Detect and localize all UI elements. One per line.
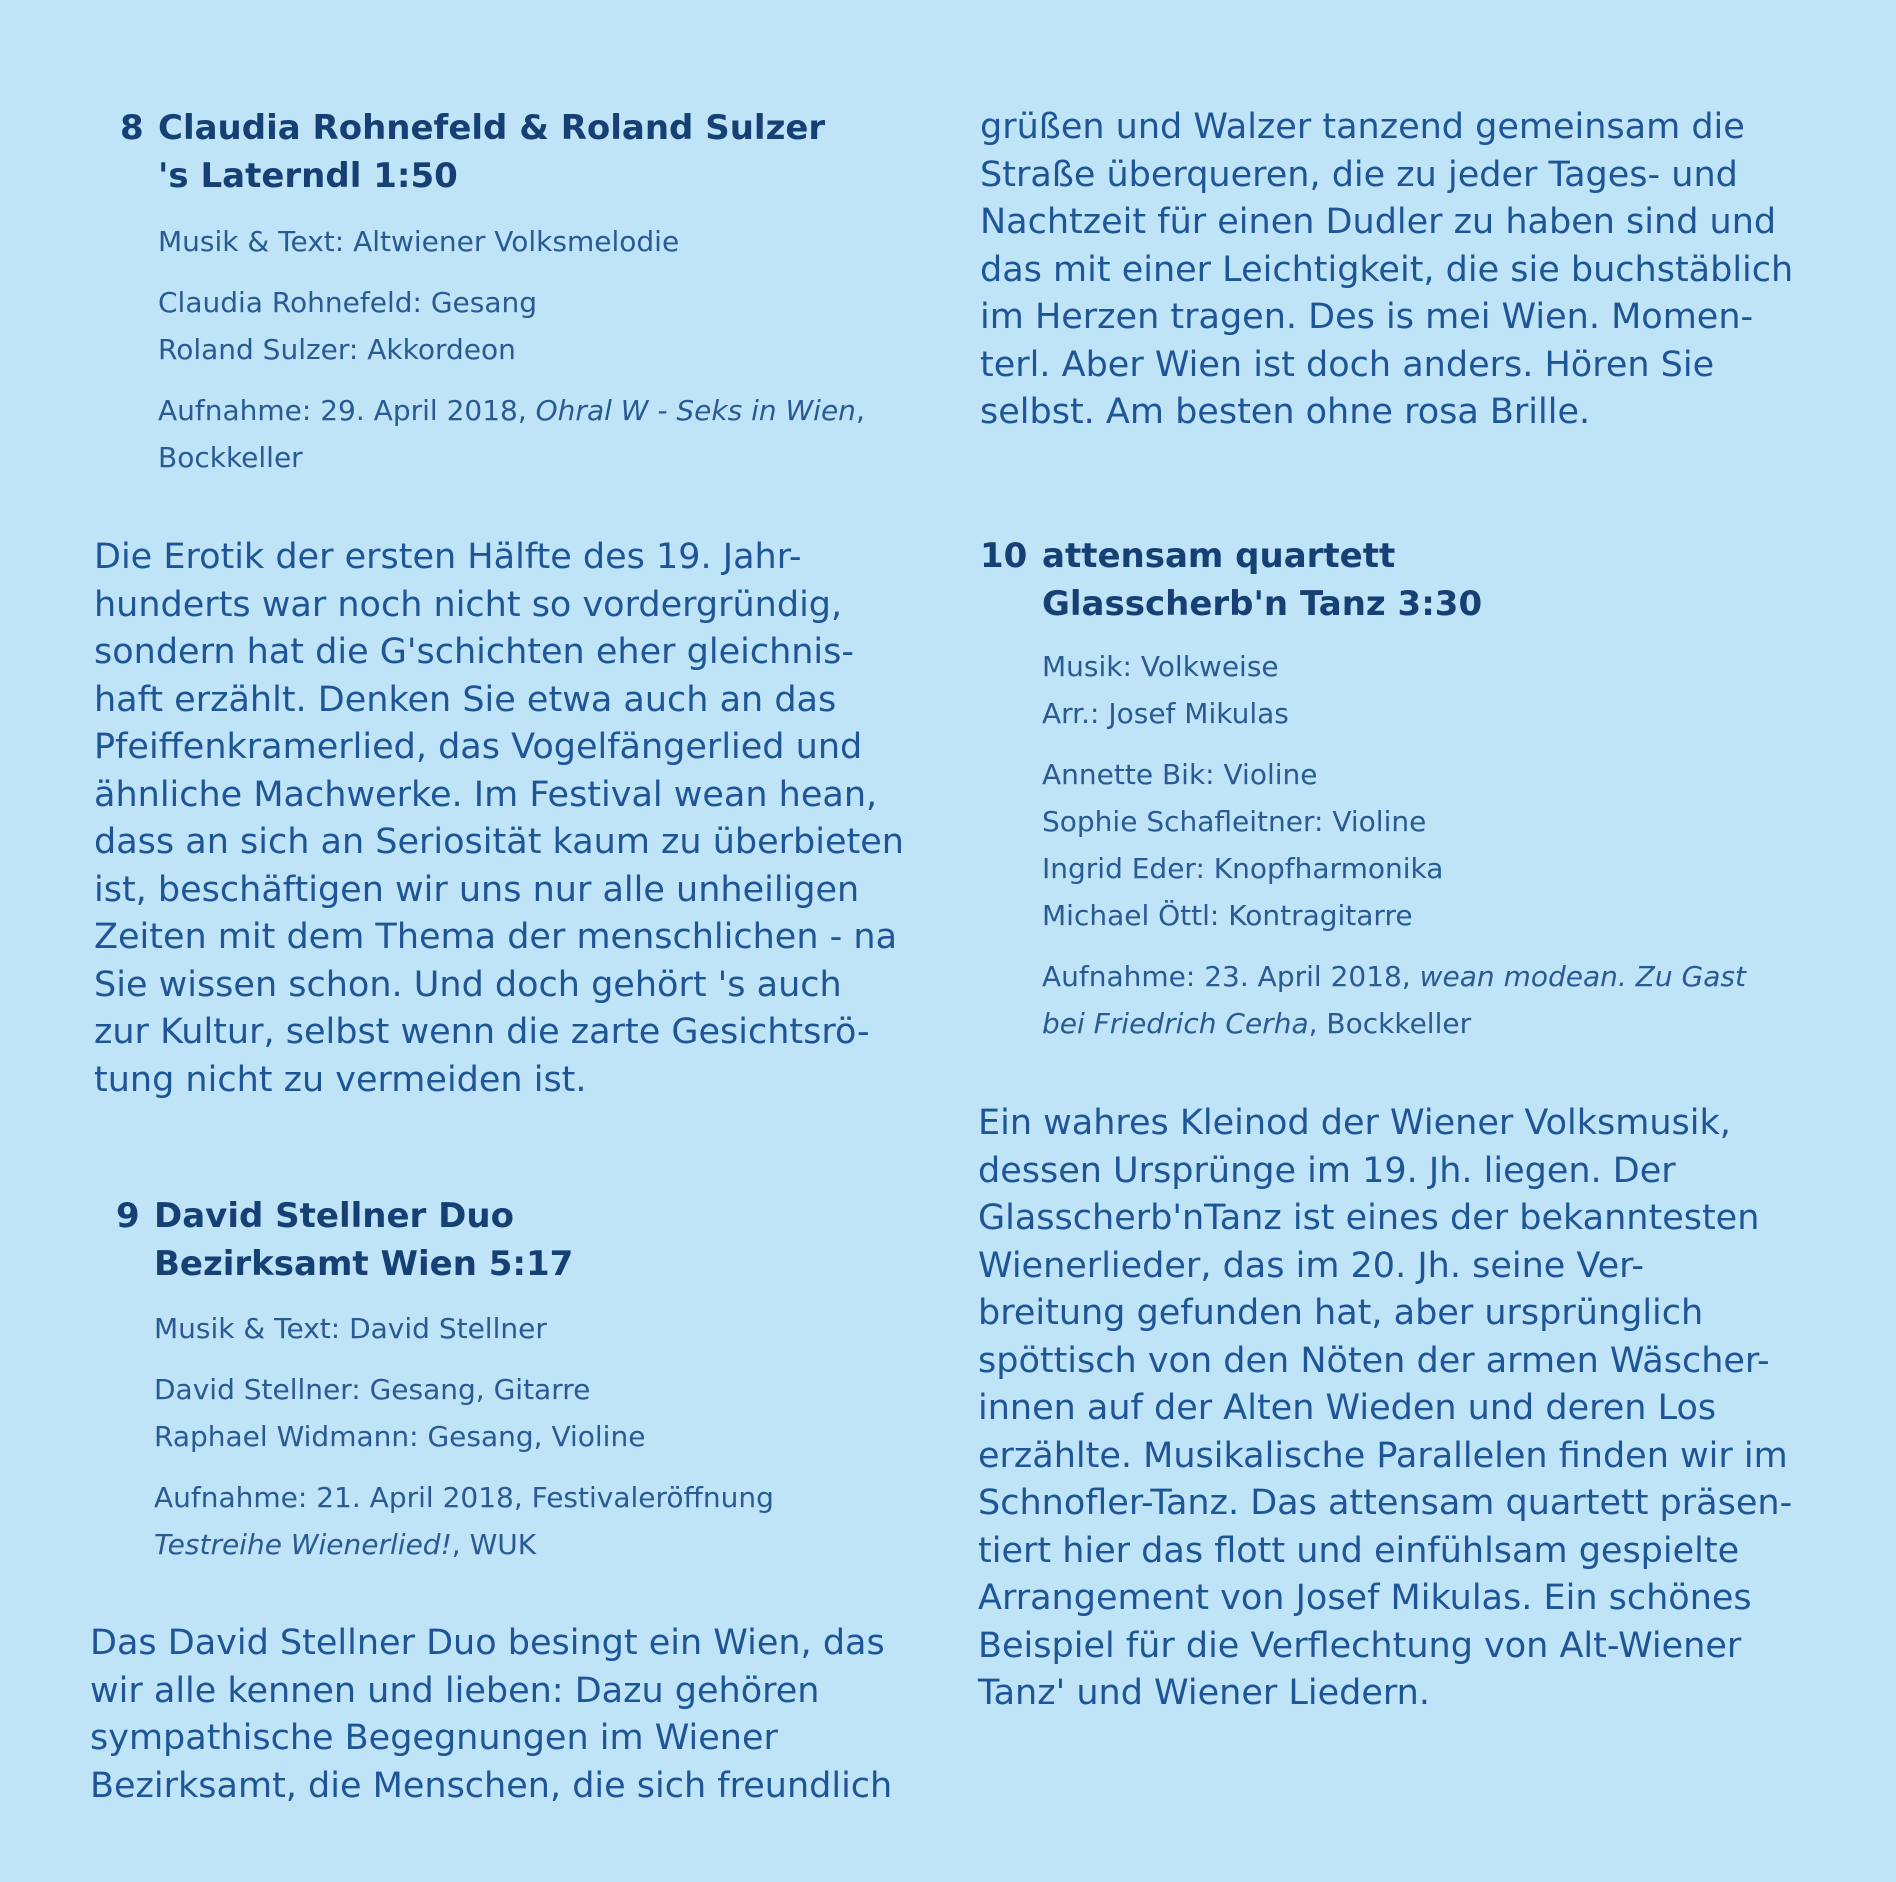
track-artist: David Stellner Duo <box>154 1196 514 1236</box>
credit-line: Musik & Text: David Stellner <box>154 1312 547 1345</box>
track-9-credits <box>154 1305 854 1582</box>
credit-line: Arr.: Josef Mikulas <box>1042 697 1289 730</box>
credit-line: Roland Sulzer: Akkordeon <box>158 333 516 366</box>
track-10-description: Ein wahres Kleinod der Wiener Volksmusik, dessen Ursprünge im 19. Jh. liegen. Der Glasscherb'nTanz ist eines der bekanntesten Wienerlieder, das im 20. Jh. seine Ver- breitung gefunden hat, aber ursprünglich spöttisch von den Nöten der armen Wäscher- innen auf der Alten Wieden und deren Los erzählte. Musikalische Parallelen finden wir im Schnofler-Tanz. Das attensam quartett präsen- tiert hier das flott und einfühlsam gespielte Arrangement von Josef Mikulas. Ein schönes Beispiel für die Verflechtung von Alt-Wiener Tanz' und Wiener Liedern. <box>978 1103 1793 1713</box>
track-artist: attensam quartett <box>1042 536 1396 576</box>
track-title: Glasscherb'n Tanz 3:30 <box>1042 584 1483 624</box>
track-artist: Claudia Rohnefeld & Roland Sulzer <box>158 108 826 148</box>
track-8-heading <box>120 104 840 204</box>
track-9-description: Das David Stellner Duo besingt ein Wien, das wir alle kennen und lieben: Dazu gehören sympathische Begegnungen im Wiener Bezirksamt, die Menschen, die sich freundlich <box>90 1623 893 1806</box>
recording-info: Aufnahme: 29. April 2018, Ohral W - Seks in Wien, Bockkeller <box>158 394 865 474</box>
track-8-description: Die Erotik der ersten Hälfte des 19. Jahr- hunderts war noch nicht so vordergründig, sondern hat die G'schichten eher gleichnis- haft erzählt. Denken Sie etwa auch an das Pfeiffenkramerlied, das Vogelfängerlied und ähnliche Machwerke. Im Festival wean hean, dass an sich an Seriosität kaum zu überbieten ist, beschäftigen wir uns nur alle unheiligen Zeiten mit dem Thema der menschlichen - na Sie wissen schon. Und doch gehört 's auch zur Kultur, selbst wenn die zarte Gesichtsrö- tung nicht zu vermeiden ist. <box>94 537 904 1100</box>
credit-line: Raphael Widmann: Gesang, Violine <box>154 1420 646 1453</box>
track-8-credits <box>158 218 865 495</box>
credit-line: Musik & Text: Altwiener Volksmelodie <box>158 225 680 258</box>
track-10-credits <box>1042 643 1822 1061</box>
track-title: Bezirksamt Wien 5:17 <box>154 1244 574 1284</box>
track-title: 's Laterndl 1:50 <box>158 156 458 196</box>
credit-line: Claudia Rohnefeld: Gesang <box>158 286 538 319</box>
credit-line: Musik: Volkweise <box>1042 650 1279 683</box>
track-10-heading <box>980 532 1780 632</box>
credit-line: Annette Bik: Violine <box>1042 758 1318 791</box>
track-number: 9 <box>116 1196 140 1236</box>
track-number: 8 <box>120 108 144 148</box>
credit-line: Sophie Schafleitner: Violine <box>1042 805 1427 838</box>
credit-line: Ingrid Eder: Knopfharmonika <box>1042 852 1444 885</box>
track-9-description-continued: grüßen und Walzer tanzend gemeinsam die Straße überqueren, die zu jeder Tages- und Nachtzeit für einen Dudler zu haben sind und das mit einer Leichtigkeit, die sie buchstäblich im Herzen tragen. Des is mei Wien. Momen- terl. Aber Wien ist doch anders. Hören Sie selbst. Am besten ohne rosa Brille. <box>980 107 1794 432</box>
recording-info: Aufnahme: 23. April 2018, wean modean. Zu Gast bei Friedrich Cerha, Bockkeller <box>1042 960 1746 1040</box>
recording-info: Aufnahme: 21. April 2018, Festivaleröffnung Testreihe Wienerlied!, WUK <box>154 1481 774 1561</box>
credit-line: David Stellner: Gesang, Gitarre <box>154 1373 591 1406</box>
track-9-heading <box>116 1192 836 1292</box>
track-number: 10 <box>980 536 1028 576</box>
credit-line: Michael Öttl: Kontragitarre <box>1042 899 1413 932</box>
